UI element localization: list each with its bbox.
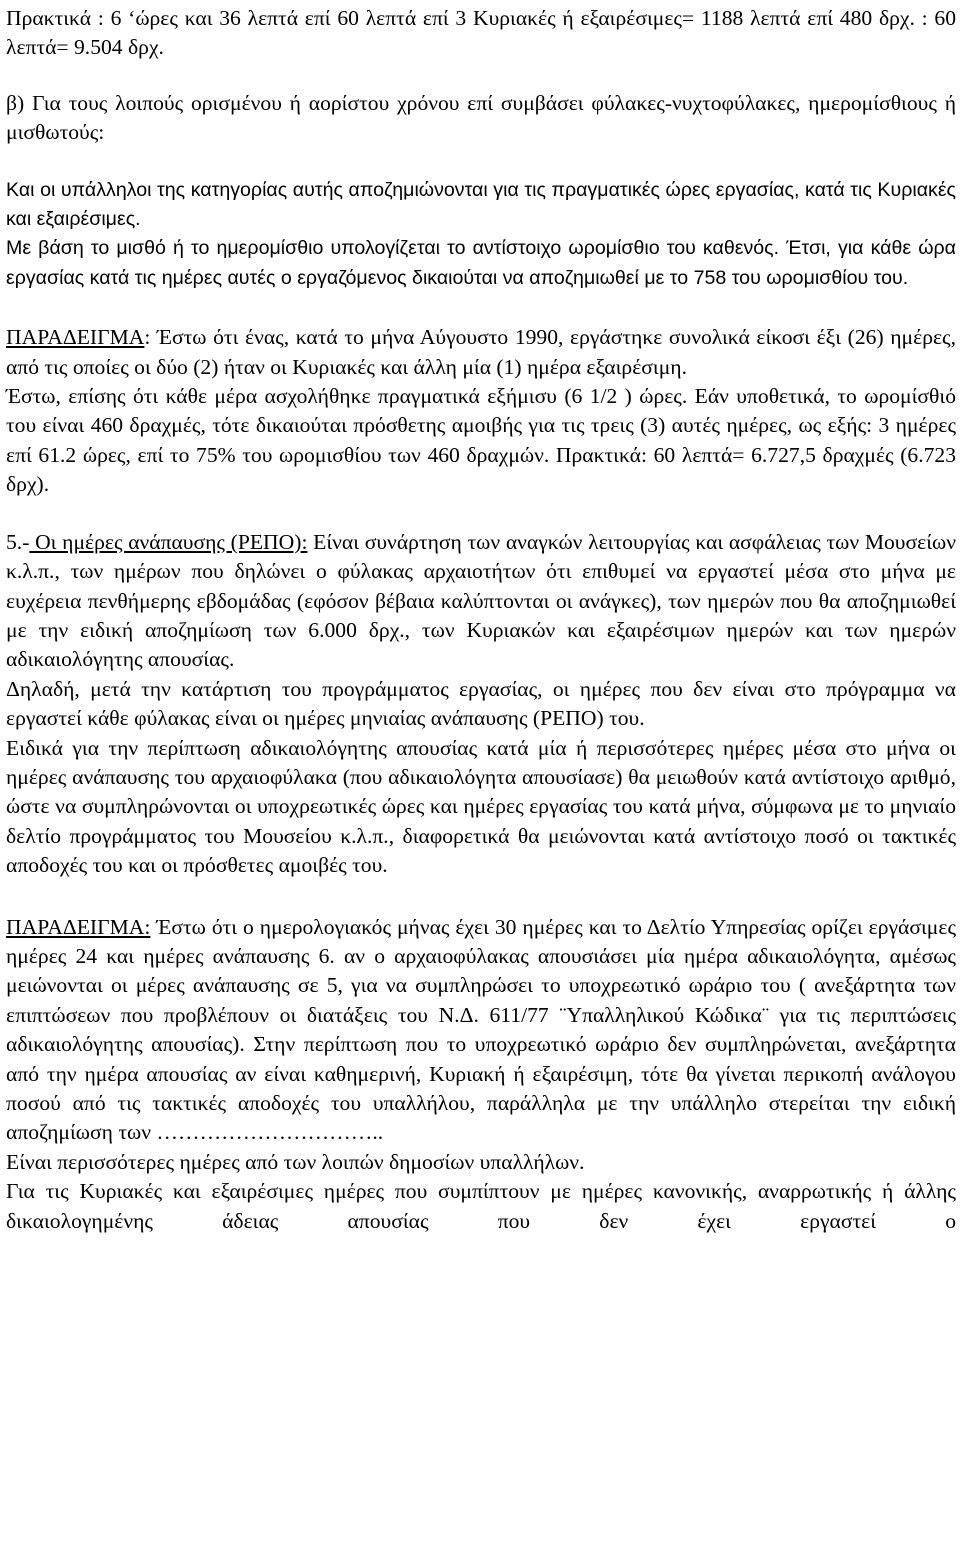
hourly-wage-paragraph [6,234,956,293]
sundays-paragraph: Για τις Κυριακές και εξαιρέσιμες ημέρες που συμπίπτουν με ημέρες κανονικής, αναρρωτικής ή άλλης δικαιολογημένης άδειας απουσίας που δεν έχει εργαστεί ο [6,1179,956,1233]
employees-compensation-paragraph: Και οι υπάλληλοι της κατηγορίας αυτής αποζημιώνονται για τις πραγματικές ώρες εργασίας, κατά τις Κυριακές και εξαιρέσιμες. [6,178,956,231]
part-b-heading: β) Για τους λοιπούς ορισμένου ή αορίστου χρόνου επί συμβάσει φύλακες-νυχτοφύλακες, ημερομίσθιους ή μισθωτούς: [6,90,956,145]
practical-calc-paragraph: Πρακτικά : 6 ‘ώρες και 36 λεπτά επί 60 λεπτά επί 3 Κυριακές ή εξαιρέσιμες= 1188 λεπτά επί 480 δρχ. : 60 λεπτά= 9.504 δρχ. [6,6,956,60]
example-1-label: ΠΑΡΑΔΕΙΓΜΑ [6,325,145,350]
example-1-paragraph [6,323,956,382]
example-2-paragraph [6,913,956,1148]
section-5-text: Είναι συνάρτηση των αναγκών λειτουργίας και ασφάλειας των Μουσείων κ.λ.π., των ημέρων που δηλώνει ο φύλακας αρχαιοτήτων ότι επιθυμεί να εργαστεί μέσα στο μήνα με ευχέρεια πενθήμερης εβδομάδας (εφόσον βέβαια καλύπτονται οι ανάγκες), των ημερών που θα αποζημιωθεί με την ειδική αποζημίωση των 6.000 δρχ., των Κυριακών και εξαιρέσιμων ημερών και των ημερών αδικαιολόγητης απουσίας. [6,529,956,672]
section-5-title: Οι ημέρες ανάπαυσης (ΡΕΠΟ): [29,529,308,554]
hourly-wage-rule: Έτσι, για κάθε ώρα εργασίας κατά τις ημέρες αυτές ο εργαζόμενος δικαιούται να αποζημιωθεί με το 758 του ωρομισθίου του. [6,237,956,289]
example-1-continuation: Έστω, επίσης ότι κάθε μέρα ασχολήθηκε πραγματικά εξήμισυ (6 1/2 ) ώρες. Εάν υποθετικά, το ωρομίσθιό του είναι 460 δραχμές, τότε δικαιούται πρόσθετης αμοιβής για τις τρεις (3) αυτές ημέρες, ως εξής: 3 ημέρες επί 61.2 ώρες, επί το 75% του ωρομισθίου των 460 δραχμών. Πρακτικά: 60 λεπτά= 6.727,5 δραχμές (6.723 δρχ). [6,384,956,497]
example-1-text: : Έστω ότι ένας, κατά το μήνα Αύγουστο 1990, εργάστηκε συνολικά είκοσι έξι (26) ημέρες, από τις οποίες οι δύο (2) ήταν οι Κυριακές και άλλη μία (1) ημέρα εξαιρέσιμη. [6,325,956,379]
unjustified-absence-paragraph: Ειδικά για την περίπτωση αδικαιολόγητης απουσίας κατά μία ή περισσότερες ημέρες μέσα στο μήνα οι ημέρες ανάπαυσης του αρχαιοφύλακα (που αδικαιολόγητα απουσίασε) θα μειωθούν κατά αντίστοιχο αριθμό, ώστε να συμπληρώνονται οι υποχρεωτικές ώρες και ημέρες εργασίας του κατά μήνα, σύμφωνα με το μηνιαίο δελτίο προγράμματος του Μουσείου κ.λ.π., διαφορετικά θα μειώνονται κατά αντίστοιχο ποσό οι τακτικές αποδοχές του και οι πρόσθετες αμοιβές του. [6,735,956,878]
section-5-number: 5.- [6,529,30,554]
hourly-wage-basis: Με βάση το μισθό ή το ημερομίσθιο υπολογίζεται το αντίστοιχο ωρομίσθιο του καθενός. [6,237,780,260]
section-5-paragraph [6,528,956,675]
rest-days-definition: Δηλαδή, μετά την κατάρτιση του προγράμματος εργασίας, οι ημέρες που δεν είναι στο πρόγραμμα να εργαστεί κάθε φύλακας είναι οι ημέρες μηνιαίας ανάπαυσης (ΡΕΠΟ) του. [6,676,956,731]
more-days-line: Είναι περισσότερες ημέρες από των λοιπών δημοσίων υπαλλήλων. [6,1149,585,1174]
example-2-label: ΠΑΡΑΔΕΙΓΜΑ: [6,914,151,939]
example-2-text: Έστω ότι ο ημερολογιακός μήνας έχει 30 ημέρες και το Δελτίο Υπηρεσίας ορίζει εργάσιμες ημέρες 24 και ημέρες ανάπαυσης 6. αν ο αρχαιοφύλακας απουσιάσει μία ημέρα αδικαιολόγητα, αμέσως μειώνονται οι μέρες ανάπαυσης σε 5, για να συμπληρώσει το υποχρεωτικό ωράριο του ( ανεξάρτητα των επιπτώσεων που προβλέπουν οι διατάξεις του Ν.Δ. 611/77 ¨Υπαλληλικού Κώδικα¨ για τις περιπτώσεις αδικαιολόγητης απουσίας). Στην περίπτωση που το υποχρεωτικό ωράριο δεν συμπληρώνεται, ανεξάρτητα από την ημέρα απουσίας αν είναι καθημερινή, Κυριακή ή εξαιρέσιμη, τότε θα γίνεται περικοπή ανάλογου ποσού από τις τακτικές αποδοχές του υπαλλήλου, παράλληλα με την υπάλληλο στερείται την ειδική αποζημίωση των ………………………….. [6,914,956,1145]
document-page [6,4,956,1236]
